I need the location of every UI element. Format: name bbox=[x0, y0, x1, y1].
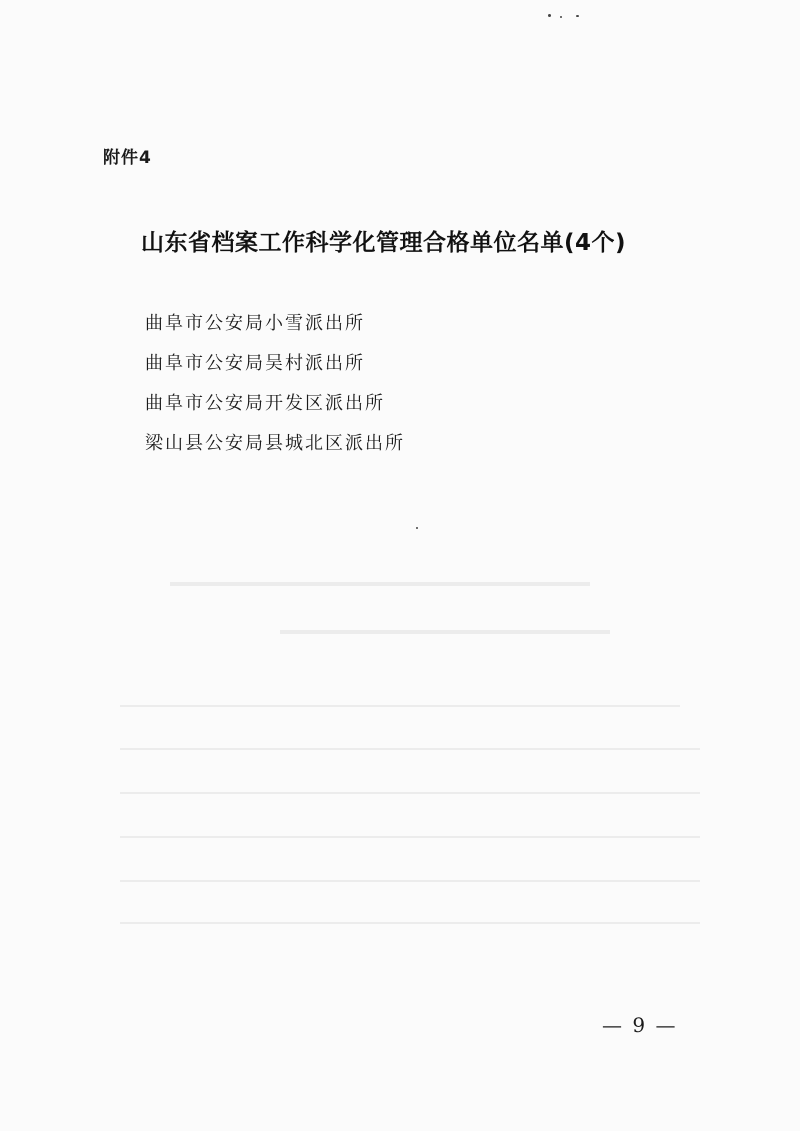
bleed-through-line bbox=[280, 630, 610, 634]
bleed-through-line bbox=[170, 582, 590, 586]
list-item: 曲阜市公安局开发区派出所 bbox=[145, 393, 385, 414]
bleed-through-line bbox=[120, 836, 700, 838]
list-item: 曲阜市公安局小雪派出所 bbox=[145, 313, 365, 334]
bleed-through-line bbox=[120, 748, 700, 750]
document-title: 山东省档案工作科学化管理合格单位名单(4个) bbox=[141, 230, 627, 256]
page-number: — 9 — bbox=[602, 1013, 678, 1037]
list-item: 梁山县公安局县城北区派出所 bbox=[145, 433, 405, 454]
bleed-through-line bbox=[120, 880, 700, 882]
annex-label: 附件4 bbox=[103, 148, 152, 168]
scan-speck bbox=[416, 527, 418, 529]
bleed-through-line bbox=[120, 922, 700, 924]
scan-speck bbox=[548, 14, 551, 17]
scan-speck bbox=[576, 15, 579, 17]
bleed-through-line bbox=[120, 792, 700, 794]
unit-list bbox=[145, 312, 405, 472]
list-item: 曲阜市公安局吴村派出所 bbox=[145, 353, 365, 374]
bleed-through-line bbox=[120, 705, 680, 707]
scan-speck bbox=[560, 16, 562, 18]
